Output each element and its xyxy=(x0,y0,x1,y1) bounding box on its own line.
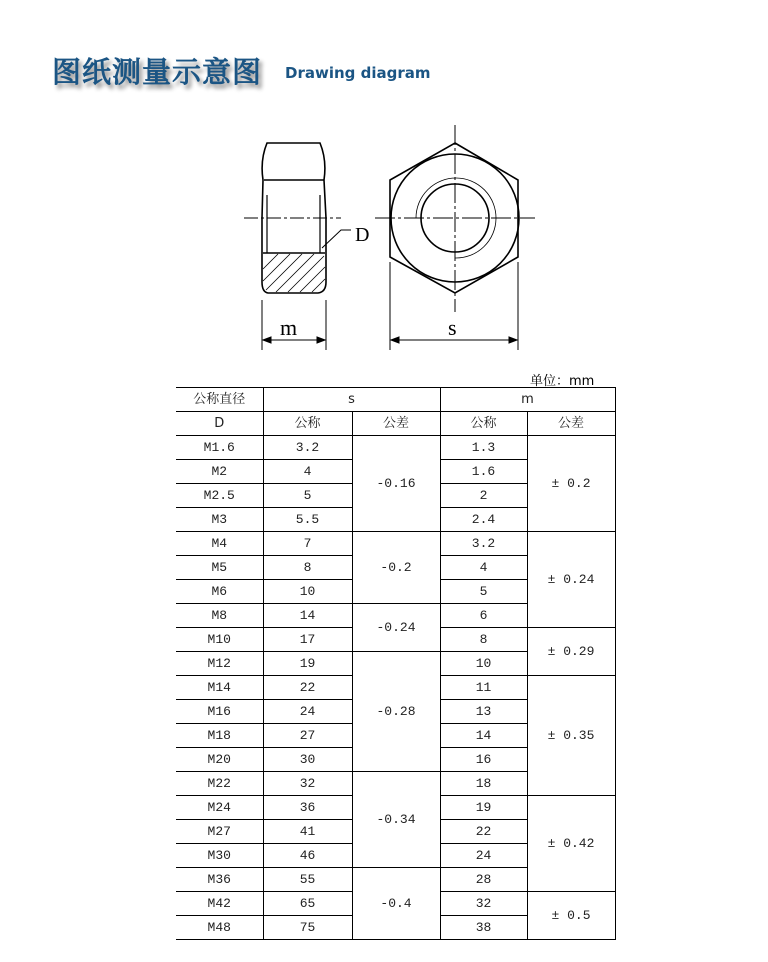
header-s-nominal: 公称 xyxy=(263,412,352,436)
cell-diameter: M14 xyxy=(176,676,263,700)
cell-m-tolerance: ± 0.42 xyxy=(527,796,615,892)
cell-diameter: M24 xyxy=(176,796,263,820)
cell-m-nominal: 4 xyxy=(440,556,527,580)
cell-s-nominal: 14 xyxy=(263,604,352,628)
header-m: m xyxy=(440,388,615,412)
cell-m-nominal: 38 xyxy=(440,916,527,940)
cell-s-nominal: 5.5 xyxy=(263,508,352,532)
page-title: 图纸测量示意图 xyxy=(52,55,263,89)
cell-m-nominal: 2.4 xyxy=(440,508,527,532)
cell-m-tolerance: ± 0.29 xyxy=(527,628,615,676)
cell-diameter: M1.6 xyxy=(176,436,263,460)
cell-s-tolerance: -0.28 xyxy=(352,652,440,772)
cell-diameter: M22 xyxy=(176,772,263,796)
cell-s-nominal: 10 xyxy=(263,580,352,604)
header-s: s xyxy=(263,388,440,412)
label-s: s xyxy=(448,315,457,340)
cell-m-nominal: 6 xyxy=(440,604,527,628)
cell-s-tolerance: -0.24 xyxy=(352,604,440,652)
header-s-tolerance: 公差 xyxy=(352,412,440,436)
cell-m-tolerance: ± 0.35 xyxy=(527,676,615,796)
side-view xyxy=(244,143,351,293)
cell-s-nominal: 8 xyxy=(263,556,352,580)
cell-s-nominal: 22 xyxy=(263,676,352,700)
cell-diameter: M3 xyxy=(176,508,263,532)
header-m-nominal: 公称 xyxy=(440,412,527,436)
cell-diameter: M42 xyxy=(176,892,263,916)
cell-diameter: M10 xyxy=(176,628,263,652)
page-subtitle: Drawing diagram xyxy=(285,64,431,82)
front-view xyxy=(375,125,535,312)
header-nominal-diameter: 公称直径 xyxy=(176,388,263,412)
cell-m-tolerance: ± 0.24 xyxy=(527,532,615,628)
cell-m-nominal: 14 xyxy=(440,724,527,748)
cell-m-nominal: 10 xyxy=(440,652,527,676)
cell-diameter: M2 xyxy=(176,460,263,484)
cell-s-nominal: 7 xyxy=(263,532,352,556)
cell-m-nominal: 22 xyxy=(440,820,527,844)
cell-s-nominal: 32 xyxy=(263,772,352,796)
cell-s-nominal: 46 xyxy=(263,844,352,868)
cell-m-nominal: 1.3 xyxy=(440,436,527,460)
header-m-tolerance: 公差 xyxy=(527,412,615,436)
cell-m-nominal: 16 xyxy=(440,748,527,772)
cell-s-nominal: 65 xyxy=(263,892,352,916)
cell-m-nominal: 8 xyxy=(440,628,527,652)
cell-s-nominal: 17 xyxy=(263,628,352,652)
cell-diameter: M8 xyxy=(176,604,263,628)
hatch xyxy=(263,254,325,292)
cell-diameter: M4 xyxy=(176,532,263,556)
cell-m-nominal: 32 xyxy=(440,892,527,916)
cell-s-nominal: 36 xyxy=(263,796,352,820)
cell-diameter: M20 xyxy=(176,748,263,772)
header-d: D xyxy=(176,412,263,436)
cell-diameter: M5 xyxy=(176,556,263,580)
cell-m-nominal: 19 xyxy=(440,796,527,820)
cell-diameter: M6 xyxy=(176,580,263,604)
cell-diameter: M27 xyxy=(176,820,263,844)
dimensions xyxy=(262,262,518,350)
cell-diameter: M30 xyxy=(176,844,263,868)
cell-m-tolerance: ± 0.2 xyxy=(527,436,615,532)
cell-diameter: M48 xyxy=(176,916,263,940)
cell-s-nominal: 55 xyxy=(263,868,352,892)
cell-diameter: M36 xyxy=(176,868,263,892)
cell-s-nominal: 5 xyxy=(263,484,352,508)
cell-diameter: M18 xyxy=(176,724,263,748)
cell-s-nominal: 24 xyxy=(263,700,352,724)
cell-diameter: M12 xyxy=(176,652,263,676)
cell-s-nominal: 4 xyxy=(263,460,352,484)
cell-s-nominal: 3.2 xyxy=(263,436,352,460)
cell-m-tolerance: ± 0.5 xyxy=(527,892,615,940)
cell-s-nominal: 27 xyxy=(263,724,352,748)
cell-m-nominal: 2 xyxy=(440,484,527,508)
cell-s-tolerance: -0.16 xyxy=(352,436,440,532)
table-row xyxy=(176,532,615,556)
cell-m-nominal: 18 xyxy=(440,772,527,796)
cell-m-nominal: 28 xyxy=(440,868,527,892)
cell-diameter: M16 xyxy=(176,700,263,724)
label-m: m xyxy=(280,315,298,340)
cell-m-nominal: 1.6 xyxy=(440,460,527,484)
cell-s-nominal: 30 xyxy=(263,748,352,772)
label-d: D xyxy=(355,224,370,246)
cell-s-nominal: 41 xyxy=(263,820,352,844)
table-row xyxy=(176,436,615,460)
cell-m-nominal: 13 xyxy=(440,700,527,724)
cell-s-tolerance: -0.4 xyxy=(352,868,440,940)
cell-m-nominal: 24 xyxy=(440,844,527,868)
unit-label: 单位：mm xyxy=(530,374,595,389)
cell-diameter: M2.5 xyxy=(176,484,263,508)
dimension-table xyxy=(176,387,616,940)
cell-m-nominal: 3.2 xyxy=(440,532,527,556)
cell-s-tolerance: -0.2 xyxy=(352,532,440,604)
cell-s-nominal: 75 xyxy=(263,916,352,940)
hex-nut-drawing xyxy=(0,0,768,362)
cell-s-tolerance: -0.34 xyxy=(352,772,440,868)
cell-m-nominal: 11 xyxy=(440,676,527,700)
cell-s-nominal: 19 xyxy=(263,652,352,676)
cell-m-nominal: 5 xyxy=(440,580,527,604)
